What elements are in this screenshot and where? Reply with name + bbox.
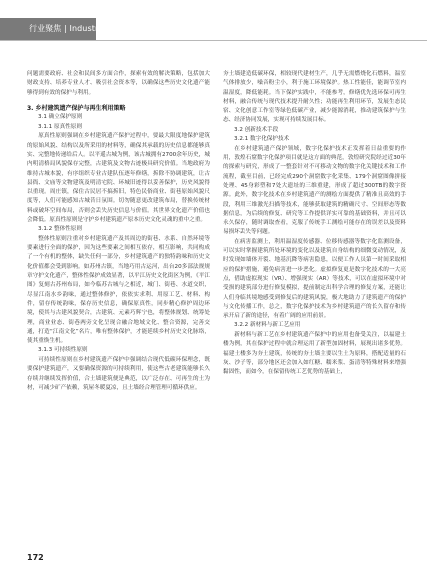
article-body: [27, 70, 406, 548]
subsection-heading: 3.1 确立保护原则: [38, 114, 83, 121]
subsection-heading: 3.2.2 新材料与新工艺应用: [234, 322, 301, 329]
section-heading: 3. 乡村建筑遗产保护与再生利用策略: [27, 104, 126, 112]
subsection-heading: 3.1.3 可持续性原则: [38, 347, 88, 354]
paragraph: 原真性原则强调在乡村建筑遗产保护过程中，要最大限度地保护建筑的原始风貌、结构以及所采用的材料等，确保其承载的历史信息都能够真实、完整地传递给后人。以平遥古城为例，该古城拥有2700余年历史，城内明清格局风貌保存完整，古建筑及文物古迹极具研究价值。当地政府为维持古城本貌，有序组织专业古建队伍逐年修缮，拆除不协调建筑，让古县衙、文庙等文物建筑及明清宅院、环城旧迹得以妥善保护，历史风貌得以重现。周庄镇，保住古民居不搞拆旧，特色民俗商业、街巷原始风貌尺度等，人们可能感知古城昔日氛围。切勿随意更改建筑布局，替换传统材料或破坏空间布局，否则会丢失历史信息与价值。其世界文化遗产价值也会降低。原真性原则是守护乡村建筑遗产原本历史文化灵魂的重中之重。: [27, 133, 210, 224]
paragraph: 新材料与新工艺在乡村建筑遗产保护中的应用也备受关注，以福建土楼为例，其在保护过程中就合理运用了新型加固材料，展现出诸多优势。福建土楼多为夯土建筑，传统的夯土墙主要以生土为原料，搭配适量的石灰、沙子等，部分地区还会加入如红糖、糯米浆、蛋清等特殊材料来增强黏固性，而如今，在保留传统工艺优势的基础上，: [223, 331, 406, 376]
subsection-heading: 3.1.1 原真性原则: [38, 123, 82, 130]
page-header: [0, 0, 427, 46]
paragraph: 整体性原则注重对乡村建筑遗产及其周边的街巷、水系、自然环境等要素进行全面的保护，因为这些要素之间相互依存，相互影响，共同构成了一个有机的整体，缺失任何一部分，乡村建筑遗产的独特韵味和历史文化价值都会受到影响。如苏州古镇，当地巧用古运河，出台20多部法规规章守护文化遗产，整体性保护成效显著，以平江历史文化街区为例，《平江图》复刻古苏州布局，如今临苏古城与之相近，城门、街巷、水道交织，尽显江南水乡韵味，通过整体修护，依依实求利、用原工艺、材料、构件，留存传统韵味，保存历史信息，确保原真性，同步精心修护周边环境，使其与古建风貌契合，古建筑、元素巧辉宁也，将整体规划、统筹处理，商业业态、街巷两旁文化呈现合融合地域文化、整合资源，完善交通，打造“江南文化”名片，唯有整体保护，才能延续乡村历史文化脉络，使其重焕生机。: [27, 235, 210, 345]
subsection-heading: 3.2.1 数字化保护技术: [234, 136, 290, 143]
header-divider: [0, 40, 427, 41]
paragraph: 夯土墙建造低碳环保，相较现代建材生产，几乎无需燃烧化石燃料，温室气体排放少，噪音粉尘小，利于施工环境保护。热工性能佳，能调节室内温湿度，降低能耗。当下保护实践中，不能参考，修缮优先选环保可再生材料，融合传统与现代技术提升耐久性；功能再生利用环节，发展生态民宿、文化创意工作室等绿色低碳产业，减少能源消耗，推动建筑保护与生态、经济协同发展，实现可持续发展目标。: [223, 71, 406, 124]
paragraph: 问题需要政府、社会和民间多方面合作，探索有效的解决策略，包括加大财政支持、培养专业人才、吸引社会资本等，以确保这些历史文化遗产能够得到有效的保护与利用。: [27, 71, 210, 96]
paragraph: 在病害监测上，利用温湿度传感器、位移传感器等数字化监测设备，可以实时掌握建筑所处环境的变化以及建筑自身结构的细微变动情况，及时发现如墙体开裂、地基沉降等病害隐患，以便工作人员第一时间采取相应的保护措施，避免病害进一步恶化。虚拟修复更是数字化技术的一大亮点，借助虚拟现实（VR）、增强现实（AR）等技术，可以在虚拟环境中对受损的建筑部分进行修复模拟，提前制定出科学合理的修复方案，还能让人们身临其境地感受到修复后的建筑风貌，极大地助力了建筑遗产的保护与文化传播工作，总之，数字化保护技术为乡村建筑遗产的长久留存和传承开启了新的途径，有着广阔的应用前景。: [223, 238, 406, 320]
right-column: [223, 70, 406, 548]
subsection-heading: 3.2 创新技术手段: [234, 126, 279, 133]
paragraph: 可持续性原则在乡村建筑遗产保护中强调结合现代低碳环保理念，既要保护建筑遗产，又要确保资源的可持续利用，使这些古老建筑能够长久存续并继续发挥价值，合土墙建筑便是典范，以广泛存在、可再生的土为材，可减少矿产依赖，筑屋冬暖夏凉，且土墙经合理管理可循环供应。: [27, 356, 210, 391]
subsection-heading: 3.1.2 整体性原则: [38, 226, 82, 233]
left-column: [27, 70, 210, 548]
page-number: 172: [27, 553, 44, 562]
paragraph: 在乡村建筑遗产保护领域，数字化保护技术正发挥着日益重要的作用，敦煌石窟数字化保护项目就是这方面的典范，敦煌研究院经过近30年的探索与研究，形成了一整套针对不可移动文物的数字化关键技术和工作流程，截至目前，已经完成290个洞窟数字化采集、179个洞窟图像拼接处理、45身彩塑和7处大遗址的三维重建，形成了超过300TB的数字资源。此外，数字化技术在乡村建筑遗产的测绘方面提供了精准且高效的手段，利用三维激光扫描等技术，能够获取建筑的精确尺寸、空间形态等数据信息，为后续的修复、研究等工作提供详实可靠的基础资料，并且可以永久保存，随时调取查看，克服了传统手工测绘可能存在的误差以及资料易损坏丢失等问题。: [223, 145, 406, 236]
header-title: 行业聚焦 | Industry Focus: [29, 24, 130, 33]
